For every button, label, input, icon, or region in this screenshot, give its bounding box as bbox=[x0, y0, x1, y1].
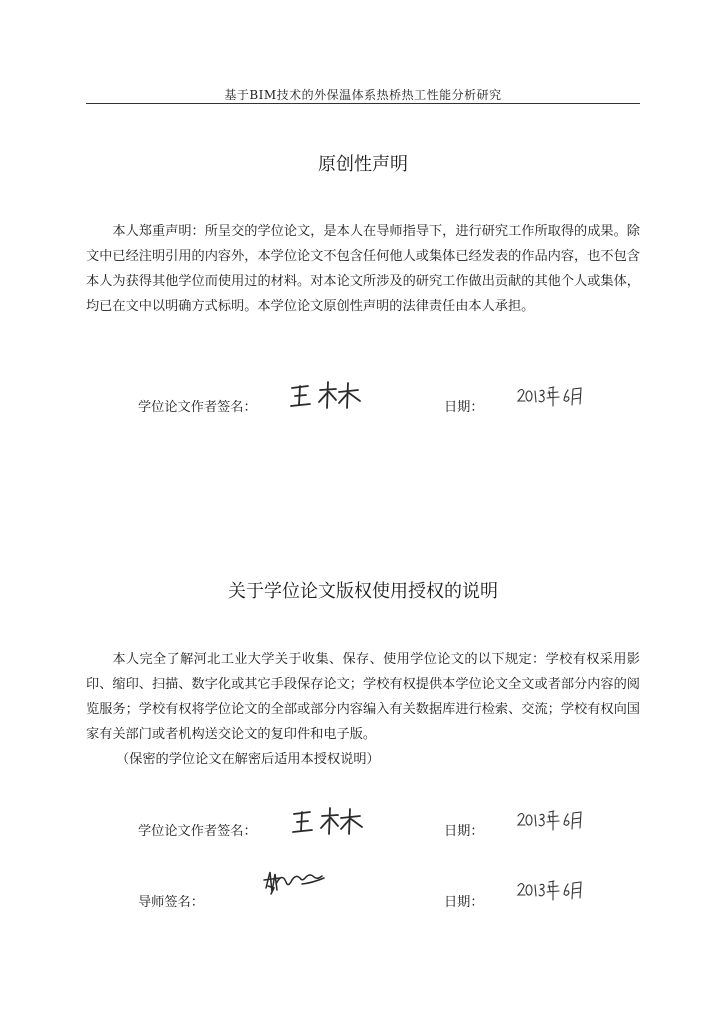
handwritten-signature-icon bbox=[262, 866, 334, 896]
handwritten-signature-icon bbox=[288, 380, 364, 410]
supervisor-date-handwritten bbox=[516, 878, 584, 902]
copyright-author-date-label: 日期： bbox=[444, 824, 484, 839]
running-header: 基于BIM技术的外保温体系热桥热工性能分析研究 bbox=[224, 88, 502, 102]
originality-date-label: 日期： bbox=[444, 400, 484, 415]
handwritten-date-icon bbox=[516, 384, 584, 408]
originality-title: 原创性声明 bbox=[318, 154, 408, 175]
handwritten-date-icon bbox=[516, 878, 584, 902]
supervisor-signature bbox=[262, 866, 334, 896]
supervisor-label: 导师签名： bbox=[138, 895, 204, 910]
supervisor-date-label: 日期： bbox=[444, 895, 484, 910]
copyright-author-signature bbox=[290, 806, 366, 836]
copyright-note: （保密的学位论文在解密后适用本授权说明） bbox=[116, 752, 380, 767]
originality-author-label: 学位论文作者签名： bbox=[138, 400, 257, 415]
handwritten-date-icon bbox=[516, 808, 584, 832]
header-rule bbox=[86, 103, 640, 104]
originality-date-handwritten bbox=[516, 384, 584, 408]
handwritten-signature-icon bbox=[290, 806, 366, 836]
originality-author-signature bbox=[288, 380, 364, 410]
copyright-author-date-handwritten bbox=[516, 808, 584, 832]
copyright-author-label: 学位论文作者签名： bbox=[138, 824, 257, 839]
copyright-body: 本人完全了解河北工业大学关于收集、保存、使用学位论文的以下规定：学校有权采用影印、缩印、扫描、数字化或其它手段保存论文；学校有权提供本学位论文全文或者部分内容的阅览服务；学校有权将学位论文的全部或部分内容编入有关数据库进行检索、交流；学校有权向国家有关部门或者机构送交论文的复印件和电子版。 bbox=[86, 652, 640, 742]
copyright-title: 关于学位论文版权使用授权的说明 bbox=[228, 581, 498, 602]
originality-body: 本人郑重声明：所呈交的学位论文，是本人在导师指导下，进行研究工作所取得的成果。除文中已经注明引用的内容外，本学位论文不包含任何他人或集体已经发表的作品内容，也不包含本人为获得其他学位而使用过的材料。对本论文所涉及的研究工作做出贡献的其他个人或集体，均已在文中以明确方式标明。本学位论文原创性声明的法律责任由本人承担。 bbox=[86, 224, 640, 314]
